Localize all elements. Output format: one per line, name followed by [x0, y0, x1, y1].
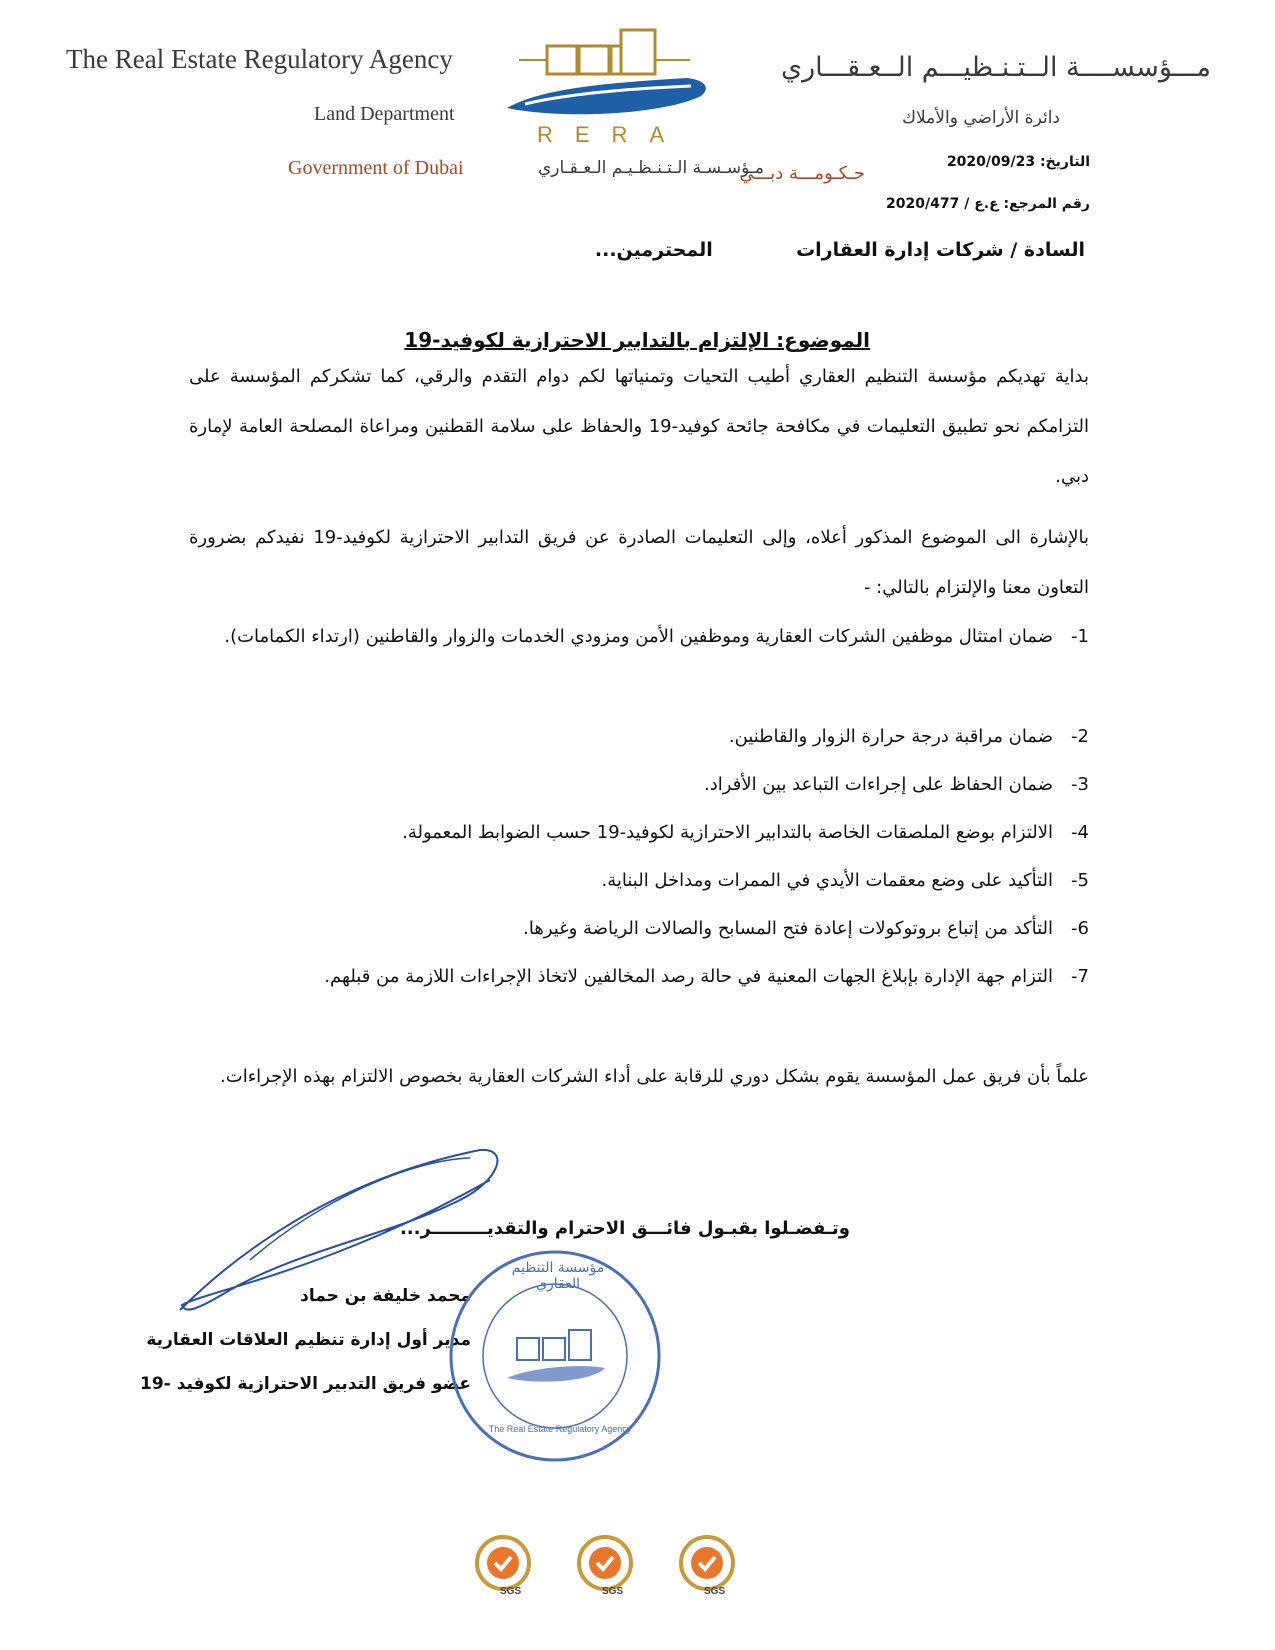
rera-logo-text: RERA: [537, 122, 687, 147]
item-text: التزام جهة الإدارة بإبلاغ الجهات المعنية في حالة رصد المخالفين لاتخاذ الإجراءات اللازمة من قبلهم.: [324, 966, 1053, 987]
agency-name-ar: مـــؤسســــة الــتـنـظيـــم الــعـقـــاري: [780, 52, 1211, 83]
rera-logo: [505, 22, 715, 122]
item-number: 3-: [1071, 774, 1089, 795]
item-text: التأكيد على وضع معقمات الأيدي في الممرات ومداخل البناية.: [601, 870, 1053, 891]
item-text: ضمان مراقبة درجة حرارة الزوار والقاطنين.: [728, 726, 1053, 747]
intro-paragraph: بداية تهديكم مؤسسة التنظيم العقاري أطيب التحيات وتمنياتها لكم دوام التقدم والرقي، كما تشكركم المؤسسة على التزامكم نحو تطبيق التعليمات في مكافحة جائحة كوفيد-19 والحفاظ على سلامة القطنين ومراعاة المصلحة العامة لإمارة دبي.: [189, 366, 1090, 487]
letter-subject: الموضوع: الإلتزام بالتدابير الاحترازية لكوفيد-19: [404, 328, 870, 352]
signatory-title: مدير أول إدارة تنظيم العلاقات العقارية: [146, 1330, 471, 1350]
sgs-label: SGS: [602, 1586, 624, 1597]
signatory-name: محمد خليفة بن حماد: [300, 1286, 471, 1306]
sgs-label: SGS: [500, 1586, 522, 1597]
reference-paragraph: بالإشارة الى الموضوع المذكور أعلاه، وإلى التعليمات الصادرة عن فريق التدابير الاحترازية لكوفيد-19 نفيدكم بضرورة التعاون معنا والإلتزام بالتالي: -: [189, 527, 1090, 598]
note-paragraph: علماً بأن فريق عمل المؤسسة يقوم بشكل دوري للرقابة على أداء الشركات العقارية بخصوص الالتزام بهذه الإجراءات.: [220, 1066, 1089, 1087]
list-item: [189, 904, 1089, 954]
stamp-text-en: The Real Estate Regulatory Agency: [488, 1424, 632, 1434]
department-name-en: Land Department: [314, 103, 455, 125]
rera-logo-arabic: مـؤسـسـة الـتـنـظـيـم الـعـقـاري: [538, 158, 764, 178]
signatory-role: عضو فريق التدبير الاحترازية لكوفيد -19: [140, 1374, 471, 1394]
list-item: [189, 712, 1089, 762]
sgs-certification-badge: [474, 1534, 532, 1596]
list-item: [189, 612, 1089, 662]
department-name-ar: دائرة الأراضي والأملاك: [902, 108, 1060, 128]
item-number: 1-: [1071, 626, 1089, 647]
item-number: 4-: [1071, 822, 1089, 843]
list-item: [189, 760, 1089, 810]
government-name-en: Government of Dubai: [288, 157, 464, 179]
list-item: [189, 856, 1089, 906]
item-text: الالتزام بوضع الملصقات الخاصة بالتدابير الاحترازية لكوفيد-19 حسب الضوابط المعمولة.: [402, 822, 1053, 843]
stamp-text-ar: مؤسسة التنظيم العقاري: [511, 1260, 605, 1292]
list-item: [189, 952, 1089, 1002]
closing-line: وتـفضـلوا بقبـول فائـــق الاحترام والتقديـــــــــر...: [399, 1218, 850, 1239]
letter-date: التاريخ: 2020/09/23: [946, 154, 1090, 170]
government-name-ar: حـكـومـــة دبـــي: [739, 163, 865, 184]
sgs-label: SGS: [704, 1586, 726, 1597]
item-text: ضمان امتثال موظفين الشركات العقارية وموظفين الأمن ومزودي الخدمات والزوار والقاطنين (ارتداء الكمامات).: [224, 626, 1053, 647]
item-text: التأكد من إتباع بروتوكولات إعادة فتح المسابح والصالات الرياضة وغيرها.: [523, 918, 1053, 939]
addressee: [595, 239, 1085, 261]
item-number: 2-: [1071, 726, 1089, 747]
item-number: 7-: [1071, 966, 1089, 987]
list-item: [189, 808, 1089, 858]
addressee-honorific: المحترمين...: [594, 239, 713, 261]
official-stamp: [445, 1246, 665, 1466]
item-number: 5-: [1071, 870, 1089, 891]
sgs-certification-badge: [576, 1534, 634, 1596]
sgs-certification-badge: [678, 1534, 736, 1596]
item-text: ضمان الحفاظ على إجراءات التباعد بين الأفراد.: [704, 774, 1053, 795]
agency-name-en: The Real Estate Regulatory Agency: [66, 44, 453, 74]
addressee-to: السادة / شركات إدارة العقارات: [796, 239, 1085, 261]
item-number: 6-: [1071, 918, 1089, 939]
letter-reference: رقم المرجع: ع.ع / 2020/477: [886, 196, 1090, 212]
